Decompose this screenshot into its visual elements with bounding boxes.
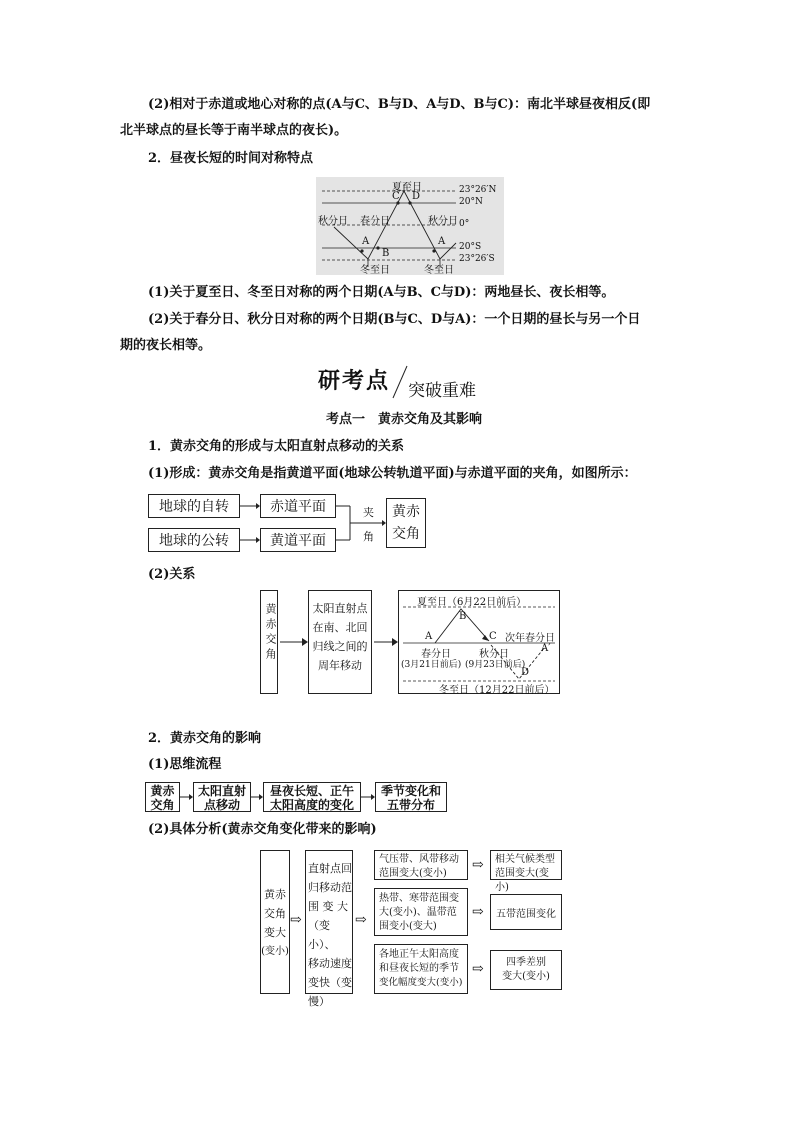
topic-title: 考点一 黄赤交角及其影响 [326,412,483,427]
relation-point-d: D [521,667,530,678]
fig1-lat-n2326: 23°26′N [459,185,497,195]
fig1-winter-label-2: 冬至日 [424,265,454,276]
fig1-lat-s2326: 23°26′S [459,254,495,264]
relation-point-a: A [425,631,433,642]
flow-box-subsolar-2: 点移动 [203,798,240,812]
relation-spring-date: (3月21日前后) [401,660,462,670]
analysis-col-subsolar [305,850,353,1008]
analysis-result-pressure-belts [374,850,468,880]
heading-impact: 2．黄赤交角的影响 [148,731,262,746]
flow-box-seasons-1: 季节变化和 [380,784,441,798]
formation-arrows [148,492,434,552]
analysis-o3-1: 四季差别 [506,957,546,968]
relation-col-obliquity-text: 黄赤交角 [264,603,277,663]
box-ecliptic-plane: 黄道平面 [260,528,336,552]
relation-point-a-prime: A′ [541,643,551,654]
analysis-col2-1: 直射点回 [308,862,352,875]
heading-time-symmetry: 2．昼夜长短的时间对称特点 [148,151,314,166]
fig1-point-d: D [412,191,421,202]
analysis-col2-2: 归移动范 [308,881,352,894]
analysis-col-obliquity [260,850,290,994]
analysis-outcome-climate-types [490,850,562,893]
analysis-col1-4: (变小) [261,946,289,957]
relation-arrow-2 [374,636,398,648]
analysis-col2-6: 变快（变 [308,976,352,989]
analysis-col1-3: 变大 [264,926,286,939]
flow-box-subsolar-1: 太阳直射 [197,784,246,798]
thinking-flow-arrows [145,782,450,812]
relation-col-obliquity [260,590,278,694]
paragraph-equinox-symmetry-line1: (2)关于春分日、秋分日对称的两个日期(B与C、D与A)：一个日期的昼长与另一个日 [148,312,641,327]
fig1-lat-s20: 20°S [459,242,482,252]
formation-diagram [148,492,434,552]
analysis-col1-1: 黄赤 [264,888,286,901]
analysis-outcome-seasons [490,950,562,990]
relation-winter-label: 冬至日（12月22日前后） [439,685,555,696]
analysis-r1-2: 范围变大(变小) [379,868,447,879]
analysis-r2-3: 围变小(变大) [379,921,437,932]
banner-slash-divider [392,364,408,400]
fig1-winter-label-1: 冬至日 [360,265,390,276]
analysis-col2-3: 围 变 大 [308,900,348,913]
analysis-r2-2: 大(变小)、温带范 [379,907,457,918]
analysis-result-climate-zones [374,888,468,936]
analysis-r1-1: 气压带、风带移动 [379,854,459,865]
point-a2-dot [432,249,435,252]
analysis-arrow-1: ⇨ [290,912,302,928]
analysis-r3-2: 和昼夜长短的季节 [379,963,459,974]
relation-col-subsolar [308,590,372,694]
analysis-o1-2: 范围变大(变小) [495,868,549,893]
heading-formation-relation: 1．黄赤交角的形成与太阳直射点移动的关系 [148,439,405,454]
flow-box-daylength-2: 太阳高度的变化 [269,798,354,812]
relation-point-c: C [489,631,497,642]
paragraph-equinox-symmetry-line2: 期的夜长相等。 [120,338,212,353]
analysis-r3-3: 变化幅度变大(变小) [379,977,463,988]
relation-orbit-figure [398,590,560,694]
analysis-col2-4: （变小）、 [308,919,336,951]
analysis-o3-2: 变大(变小) [502,971,550,982]
result-line-1: 黄赤 [392,504,420,520]
label-jiao: 角 [363,530,374,543]
day-length-symmetry-figure [316,177,504,275]
point-b-dot [376,246,379,249]
relation-autumn-label: 秋分日 [479,649,509,660]
thinking-flow [145,782,450,812]
box-earth-revolution: 地球的公转 [148,528,240,552]
flow-box-obliquity-1: 黄赤 [150,784,175,798]
fig1-point-a-2: A [438,236,446,247]
analysis-r3-1: 各地正午太阳高度 [379,949,459,960]
relation-point-b: B [459,611,467,622]
analysis-arrow-4: ⇨ [472,904,484,920]
banner-subtitle: 突破重难 [408,381,476,401]
box-earth-rotation: 地球的自转 [148,494,240,518]
analysis-arrow-3: ⇨ [472,857,484,873]
relation-col-subsolar-4: 周年移动 [318,659,362,672]
paragraph-symmetric-points-line2: 北半球点的昼长等于南半球点的夜长)。 [120,123,348,138]
flow-box-daylength-1: 昼夜长短、正午 [269,784,354,798]
analysis-col1-2: 交角 [264,907,286,920]
analysis-arrow-2: ⇨ [355,912,367,928]
analysis-col2-7: 慢） [308,995,330,1008]
fig1-point-b: B [382,248,390,259]
relation-arrow-1 [280,636,308,648]
fig1-lat-n20: 20°N [459,197,483,207]
relation-col-subsolar-3: 归线之间的 [312,640,368,653]
analysis-o1-1: 相关气候类型 [495,854,555,865]
relation-col-subsolar-2: 在南、北回 [312,621,368,634]
fig1-summer-label: 夏至日 [392,182,422,193]
relation-summer-label: 夏至日（6月22日前后） [417,597,527,608]
label-thinking-flow: (1)思维流程 [148,757,222,772]
paragraph-solstice-symmetry: (1)关于夏至日、冬至日对称的两个日期(A与B、C与D)：两地昼长、夜长相等。 [148,285,615,300]
label-analysis: (2)具体分析(黄赤交角变化带来的影响) [148,822,377,837]
banner-main-title: 研考点 [318,369,391,394]
flow-box-obliquity-2: 交角 [150,798,175,812]
fig1-point-c: C [392,191,400,202]
paragraph-symmetric-points-line1: (2)相对于赤道或地心对称的点(A与C、B与D、A与D、B与C)：南北半球昼夜相反(即 [148,97,651,112]
flow-box-seasons-2: 五带分布 [386,798,435,812]
result-line-2: 交角 [392,526,420,542]
label-jia: 夹 [363,506,374,519]
fig1-lat-0: 0° [459,219,470,229]
relation-col-subsolar-1: 太阳直射点 [312,602,368,615]
box-equatorial-plane: 赤道平面 [260,494,336,518]
section-banner [318,364,518,400]
label-relation: (2)关系 [148,567,196,582]
analysis-arrow-5: ⇨ [472,961,484,977]
relation-next-spring: 次年春分日 [505,633,555,644]
paragraph-formation: (1)形成：黄赤交角是指黄道平面(地球公转轨道平面)与赤道平面的夹角，如图所示： [148,466,637,481]
fig1-autumn-label-2: 秋分日 [428,216,458,227]
relation-spring-label: 春分日 [421,649,451,660]
analysis-r2-1: 热带、寒带范围变 [379,893,459,904]
analysis-result-solar-height [374,944,468,994]
analysis-col2-5: 移动速度 [308,957,352,970]
analysis-outcome-five-zones: 五带范围变化 [490,894,562,930]
fig1-spring-label: 春分日 [360,216,390,227]
point-a1-dot [360,249,363,252]
relation-autumn-date: (9月23日前后) [465,660,526,670]
fig1-autumn-label-1: 秋分日 [318,216,348,227]
fig1-point-a-1: A [362,236,370,247]
